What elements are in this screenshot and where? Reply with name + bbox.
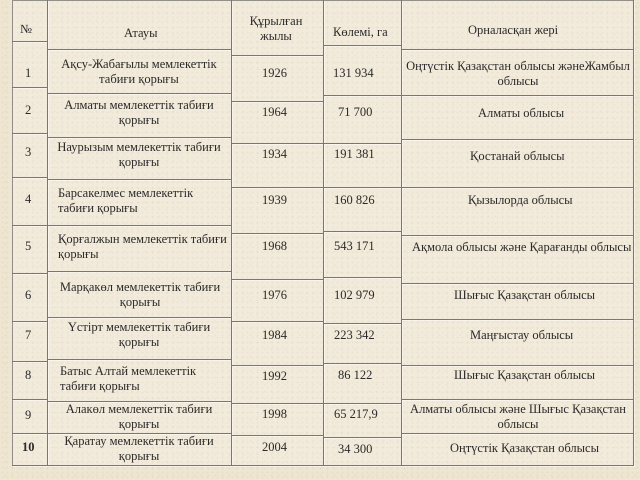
row-name-cell [48,180,232,226]
row-year: 1926 [262,66,287,80]
row-year-cell [232,280,324,322]
row-location-cell [402,236,634,284]
row-name: Барсакелмес мемлекеттік табиғи қорығы [58,186,194,215]
row-year-cell [232,188,324,234]
row-year-cell [232,234,324,280]
header-year-cell [232,0,324,56]
row-num-cell [12,134,48,178]
header-year: Құрылған жылы [249,14,303,43]
row-year: 1939 [262,193,287,207]
row-area: 131 934 [333,66,374,80]
row-year: 1992 [262,369,287,383]
row-name: Марқакөл мемлекеттік табиғи қорығы [59,280,221,309]
header-name-cell [48,0,232,50]
header-num-cell [12,0,48,42]
row-year-cell [232,436,324,466]
row-year-cell [232,366,324,404]
row-area-cell [324,46,402,96]
row-name-cell [48,138,232,180]
row-num: 6 [25,288,32,302]
row-location: Шығыс Қазақстан облысы [454,288,596,302]
row-area: 223 342 [334,328,375,342]
row-num-cell [12,88,48,134]
row-year: 1998 [262,407,287,421]
row-num: 8 [25,368,32,382]
row-area: 160 826 [334,193,375,207]
row-location: Шығыс Қазақстан облысы [454,368,596,382]
row-area: 102 979 [334,288,375,302]
row-location-cell [402,400,634,434]
row-name-cell [48,50,232,94]
row-location-cell [402,188,634,236]
row-name: Алматы мемлекеттік табиғи қорығы [64,98,214,127]
row-year-cell [232,404,324,436]
row-area-cell [324,232,402,278]
row-location-cell [402,96,634,140]
row-location-cell [402,366,634,400]
row-year: 1934 [262,147,287,161]
row-year: 1984 [262,328,287,342]
row-area: 86 122 [338,368,373,382]
row-year: 1968 [262,239,287,253]
row-location: Алматы облысы және Шығыс Қазақстан облысы [410,402,626,431]
row-num-cell [12,274,48,322]
row-area-cell [324,96,402,144]
row-num-cell [12,226,48,274]
row-num: 9 [25,408,32,422]
row-year-cell [232,102,324,144]
row-location: Маңғыстау облысы [470,328,574,342]
row-name: Алакөл мемлекеттік табиғи қорығы [65,402,213,431]
row-area: 71 700 [338,105,373,119]
row-num: 2 [25,103,32,117]
row-name-cell [48,318,232,360]
row-location: Ақмола облысы және Қарағанды облысы [412,240,632,254]
row-area: 191 381 [334,147,375,161]
row-num-cell [12,434,48,466]
row-area-cell [324,438,402,466]
row-name-cell [48,434,232,466]
row-year: 1976 [262,288,287,302]
row-area: 34 300 [338,442,373,456]
row-location-cell [402,320,634,366]
row-location-cell [402,50,634,96]
row-area-cell [324,324,402,364]
row-area-cell [324,364,402,404]
row-year: 1964 [262,105,287,119]
row-num-cell [12,362,48,400]
row-num-cell [12,42,48,88]
row-num: 7 [25,328,32,342]
row-name: Ақсу-Жабағылы мемлекеттік табиғи қорығы [61,57,217,86]
row-location: Алматы облысы [478,106,565,120]
row-name: Қаратау мемлекеттік табиғи қорығы [64,434,214,463]
row-num: 4 [25,192,32,206]
row-area-cell [324,278,402,324]
row-num: 5 [25,239,32,253]
row-num-cell [12,178,48,226]
header-location: Орналасқан жері [468,23,559,37]
row-num-cell [12,322,48,362]
row-year-cell [232,144,324,188]
row-name-cell [48,94,232,138]
row-name: Наурызым мемлекеттік табиғи қорығы [57,140,221,169]
row-area: 543 171 [334,239,375,253]
row-name: Қорғалжын мемлекеттік табиғи қорығы [58,232,227,261]
row-location-cell [402,140,634,188]
row-name-cell [48,226,232,272]
row-name: Үстірт мемлекеттік табиғи қорығы [67,320,211,349]
row-year: 2004 [262,440,287,454]
row-name: Батыс Алтай мемлекеттік табиғи қорығы [60,364,197,393]
reserves-table [12,0,634,466]
header-num: № [20,22,32,36]
row-location-cell [402,434,634,466]
row-location: Оңтүстік Қазақстан облысы [450,441,599,455]
row-location-cell [402,284,634,320]
row-name-cell [48,360,232,402]
row-num-cell [12,400,48,434]
header-name: Атауы [124,26,158,40]
row-year-cell [232,322,324,366]
row-area-cell [324,404,402,438]
row-area-cell [324,144,402,188]
row-name-cell [48,402,232,434]
row-num: 1 [25,66,32,80]
header-area-cell [324,0,402,46]
header-location-cell [402,0,634,50]
row-num: 3 [25,145,32,159]
header-area: Көлемі, га [333,25,388,39]
row-location: Қостанай облысы [470,149,565,163]
row-area: 65 217,9 [334,407,378,421]
row-location: Оңтүстік Қазақстан облысы жәнеЖамбыл облысы [406,59,630,88]
row-area-cell [324,188,402,232]
row-num: 10 [22,440,35,454]
row-year-cell [232,56,324,102]
row-location: Қызылорда облысы [468,193,573,207]
row-name-cell [48,272,232,318]
